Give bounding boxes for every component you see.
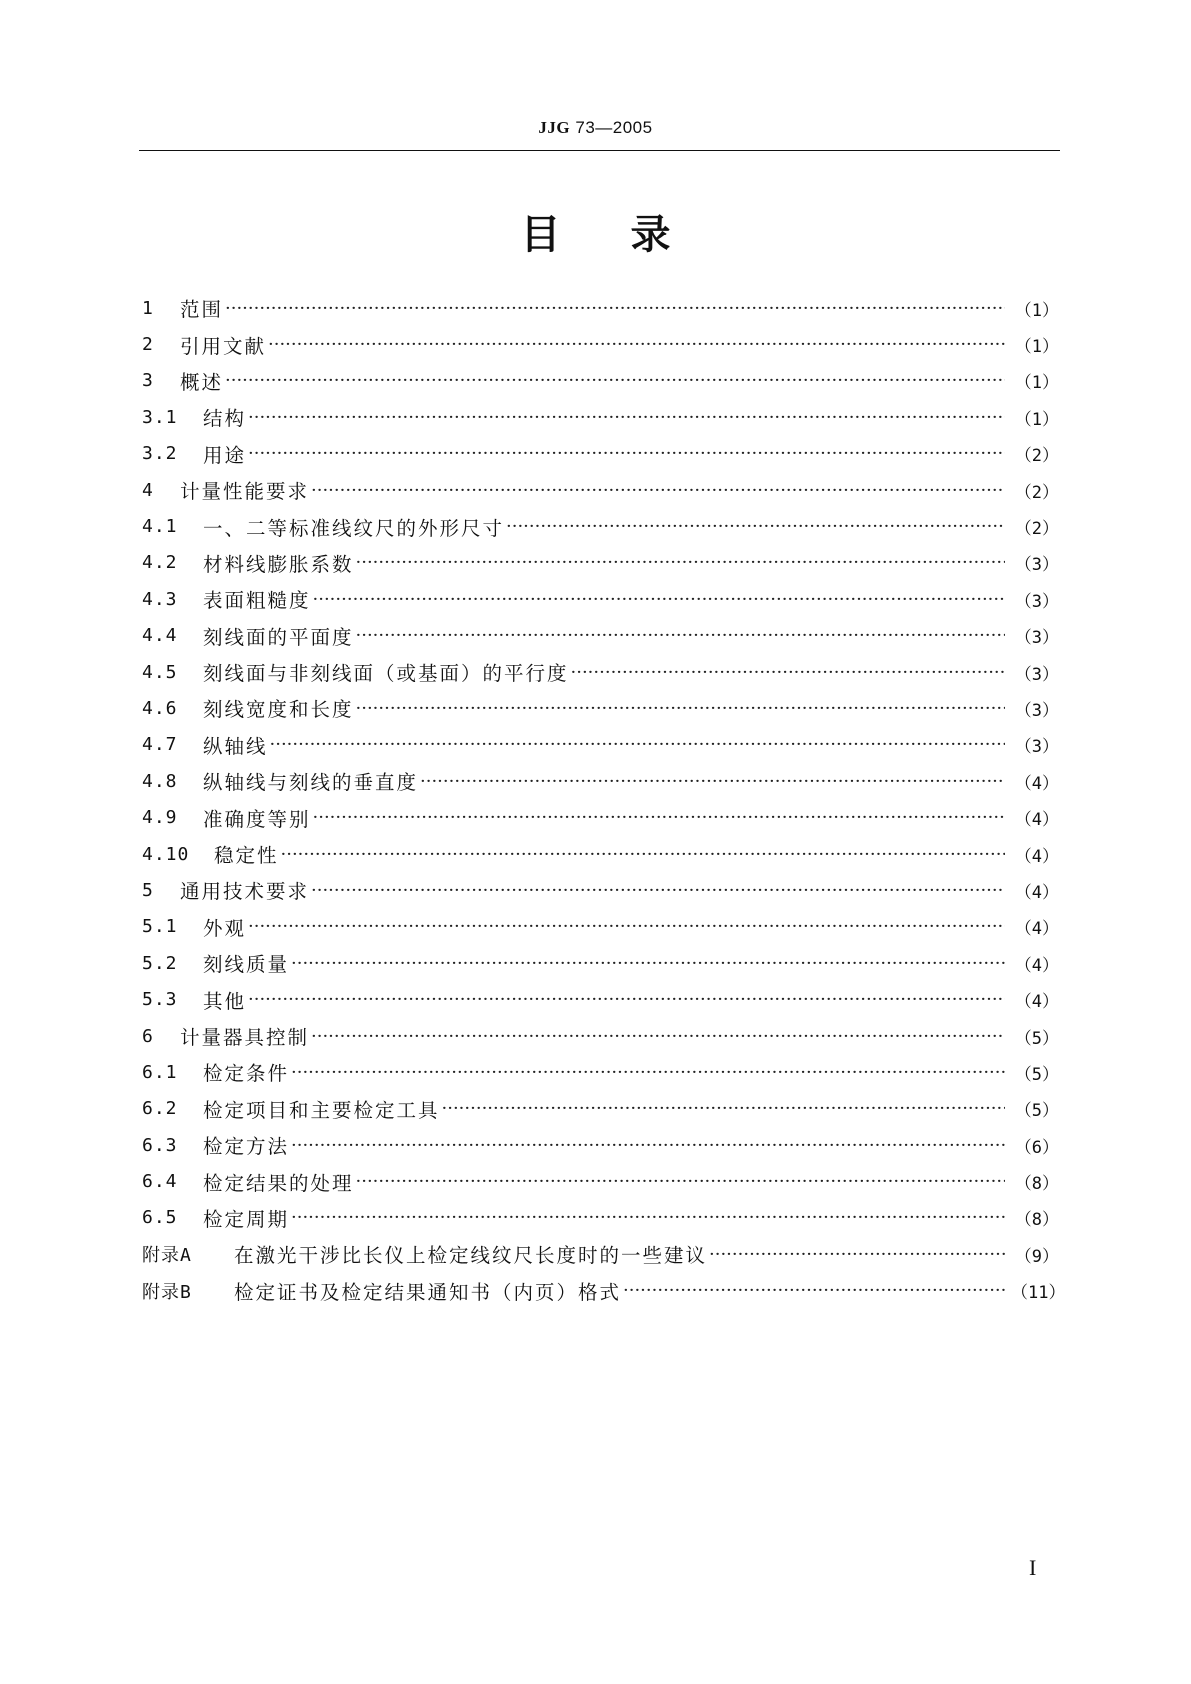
- toc-entry-page: （2）: [1014, 519, 1059, 540]
- toc-leader-dots: [623, 1280, 1005, 1301]
- toc-entry-page: （3）: [1014, 737, 1059, 758]
- toc-entry[interactable]: [142, 1236, 1059, 1272]
- toc-leader-dots: [420, 771, 1005, 792]
- toc-entry-label: 计量性能要求: [180, 480, 310, 504]
- toc-leader-dots: [356, 698, 1005, 719]
- toc-entry-page: （9）: [1014, 1246, 1059, 1267]
- toc-leader-dots: [313, 807, 1005, 828]
- toc-leader-dots: [248, 916, 1005, 937]
- toc-entry[interactable]: [142, 1200, 1059, 1236]
- toc-entry[interactable]: [142, 290, 1059, 326]
- toc-entry-page: （3）: [1014, 591, 1059, 612]
- toc-entry-label: 检定证书及检定结果通知书（内页）格式: [234, 1280, 622, 1304]
- toc-entry-label: 引用文献: [180, 334, 267, 358]
- toc-entry-page: （3）: [1014, 628, 1059, 649]
- toc-entry-page: （11）: [1011, 1283, 1066, 1304]
- toc-entry-page: （2）: [1014, 482, 1059, 503]
- toc-entry-page: （5）: [1014, 1064, 1059, 1085]
- toc-entry-page: （3）: [1014, 555, 1059, 576]
- toc-leader-dots: [291, 1135, 1005, 1156]
- toc-entry-number: 4.3: [142, 588, 178, 610]
- page-folio: I: [1029, 1555, 1037, 1580]
- toc-leader-dots: [709, 1244, 1005, 1265]
- toc-entry-number: 5.3: [142, 989, 178, 1011]
- toc-leader-dots: [311, 880, 1005, 901]
- toc-entry-number: 4: [142, 479, 154, 501]
- toc-entry[interactable]: [142, 872, 1059, 908]
- toc-entry-label: 范围: [180, 298, 224, 322]
- toc-entry-label: 检定结果的处理: [203, 1171, 354, 1195]
- toc-entry-page: （4）: [1014, 919, 1059, 940]
- toc-entry-number: 3.2: [142, 443, 178, 465]
- toc-leader-dots: [225, 370, 1005, 391]
- toc-entry[interactable]: [142, 1018, 1059, 1054]
- toc-entry-page: （3）: [1014, 700, 1059, 721]
- toc-leader-dots: [268, 334, 1005, 355]
- toc-entry[interactable]: [142, 654, 1059, 690]
- toc-leader-dots: [291, 1062, 1005, 1083]
- toc-entry[interactable]: [142, 508, 1059, 544]
- toc-leader-dots: [356, 625, 1005, 646]
- toc-entry-number: 1: [142, 297, 154, 319]
- toc-entry-page: （4）: [1014, 810, 1059, 831]
- toc-entry[interactable]: [142, 799, 1059, 835]
- toc-entry-page: （1）: [1014, 300, 1059, 321]
- toc-entry-page: （3）: [1014, 664, 1059, 685]
- toc-entry-label: 检定项目和主要检定工具: [203, 1098, 440, 1122]
- toc-entry-label: 材料线膨胀系数: [203, 552, 354, 576]
- toc-entry-number: 6.1: [142, 1061, 178, 1083]
- toc-leader-dots: [281, 844, 1005, 865]
- toc-entry-number: 4.7: [142, 734, 178, 756]
- toc-entry-label: 刻线面的平面度: [203, 625, 354, 649]
- toc-entry-number: 6: [142, 1025, 154, 1047]
- header-rule: [139, 150, 1060, 151]
- toc-entry-number: 4.5: [142, 661, 178, 683]
- toc-entry[interactable]: [142, 363, 1059, 399]
- toc-entry-number: 2: [142, 334, 154, 356]
- toc-entry-page: （4）: [1014, 846, 1059, 867]
- toc-entry-label: 在激光干涉比长仪上检定线纹尺长度时的一些建议: [234, 1244, 708, 1268]
- toc-leader-dots: [356, 552, 1005, 573]
- toc-entry-page: （4）: [1014, 882, 1059, 903]
- toc-entry[interactable]: [142, 836, 1059, 872]
- toc-entry[interactable]: [142, 1091, 1059, 1127]
- toc-entry-label: 外观: [203, 916, 247, 940]
- toc-entry[interactable]: [142, 909, 1059, 945]
- toc-entry-page: （4）: [1014, 955, 1059, 976]
- toc-leader-dots: [356, 1171, 1005, 1192]
- toc-entry-number: 3: [142, 370, 154, 392]
- toc-leader-dots: [313, 589, 1005, 610]
- toc-entry-page: （6）: [1014, 1137, 1059, 1158]
- toc-entry-label: 计量器具控制: [180, 1026, 310, 1049]
- standard-code: JJG: [538, 118, 571, 137]
- toc-entry-label: 检定周期: [203, 1207, 290, 1231]
- toc-entry-number: 附录A: [142, 1245, 192, 1267]
- toc-leader-dots: [506, 516, 1005, 537]
- toc-entry-label: 用途: [203, 443, 247, 467]
- toc-entry-label: 纵轴线: [203, 734, 268, 758]
- toc-entry-number: 6.2: [142, 1098, 178, 1120]
- toc-entry[interactable]: [142, 690, 1059, 726]
- toc-entry[interactable]: [142, 763, 1059, 799]
- toc-entry-page: （5）: [1014, 1028, 1059, 1049]
- standard-number: 73—2005: [575, 118, 653, 137]
- page-title: 目录: [520, 212, 741, 258]
- toc-entry-number: 5.1: [142, 916, 178, 938]
- toc-entry-number: 4.10: [142, 843, 190, 865]
- toc-entry[interactable]: [142, 326, 1059, 362]
- toc-entry[interactable]: [142, 981, 1059, 1017]
- toc-entry-page: （1）: [1014, 373, 1059, 394]
- toc-entry[interactable]: [142, 618, 1059, 654]
- toc-entry[interactable]: [142, 436, 1059, 472]
- toc-entry-label: 概述: [180, 370, 224, 394]
- toc-entry-page: （8）: [1014, 1174, 1059, 1195]
- toc-leader-dots: [291, 1207, 1005, 1228]
- toc-entry-number: 附录B: [142, 1281, 192, 1303]
- toc-entry[interactable]: [142, 472, 1059, 508]
- toc-leader-dots: [248, 407, 1005, 428]
- toc-leader-dots: [311, 480, 1005, 501]
- toc-entry-label: 表面粗糙度: [203, 589, 311, 613]
- toc-entry-number: 5: [142, 879, 154, 901]
- toc-entry-label: 其他: [203, 989, 247, 1013]
- running-header: [0, 118, 1191, 138]
- toc-entry-number: 4.9: [142, 807, 178, 829]
- toc-entry-number: 6.4: [142, 1171, 178, 1193]
- toc-entry[interactable]: [142, 945, 1059, 981]
- toc-entry-number: 4.8: [142, 770, 178, 792]
- toc-entry-page: （1）: [1014, 337, 1059, 358]
- toc-leader-dots: [291, 953, 1005, 974]
- toc-entry[interactable]: [142, 1127, 1059, 1163]
- toc-entry-label: 纵轴线与刻线的垂直度: [203, 771, 419, 795]
- toc-leader-dots: [442, 1098, 1005, 1119]
- toc-entry-number: 4.4: [142, 625, 178, 647]
- table-of-contents: [142, 290, 1066, 1309]
- toc-entry-page: （5）: [1014, 1101, 1059, 1122]
- toc-entry-number: 4.1: [142, 516, 178, 538]
- toc-entry-page: （2）: [1014, 446, 1059, 467]
- toc-entry-label: 结构: [203, 407, 247, 431]
- toc-entry-page: （8）: [1014, 1210, 1059, 1231]
- toc-entry-label: 检定条件: [203, 1062, 290, 1086]
- toc-entry-page: （4）: [1014, 773, 1059, 794]
- toc-entry-label: 刻线面与非刻线面（或基面）的平行度: [203, 662, 569, 686]
- toc-entry-label: 刻线质量: [203, 953, 290, 977]
- toc-entry-number: 4.2: [142, 552, 178, 574]
- toc-leader-dots: [248, 989, 1005, 1010]
- toc-entry-label: 检定方法: [203, 1135, 290, 1159]
- toc-entry-number: 6.3: [142, 1134, 178, 1156]
- toc-leader-dots: [270, 734, 1005, 755]
- toc-entry-number: 4.6: [142, 697, 178, 719]
- toc-entry-page: （4）: [1014, 992, 1059, 1013]
- toc-leader-dots: [248, 443, 1005, 464]
- toc-leader-dots: [571, 662, 1005, 683]
- toc-leader-dots: [311, 1026, 1005, 1047]
- toc-entry[interactable]: [142, 399, 1059, 435]
- toc-entry[interactable]: [142, 1273, 1066, 1309]
- toc-entry-number: 3.1: [142, 406, 178, 428]
- toc-entry-label: 通用技术要求: [180, 880, 310, 904]
- toc-entry[interactable]: [142, 545, 1059, 581]
- toc-entry-label: 一、二等标准线纹尺的外形尺寸: [203, 516, 505, 540]
- toc-entry-number: 6.5: [142, 1207, 178, 1229]
- toc-entry-number: 5.2: [142, 952, 178, 974]
- toc-entry[interactable]: [142, 1054, 1059, 1090]
- toc-entry[interactable]: [142, 1163, 1059, 1199]
- toc-entry-label: 准确度等别: [203, 807, 311, 831]
- toc-entry-label: 稳定性: [214, 844, 279, 868]
- toc-entry-label: 刻线宽度和长度: [203, 698, 354, 722]
- toc-entry[interactable]: [142, 727, 1059, 763]
- toc-entry[interactable]: [142, 581, 1059, 617]
- toc-leader-dots: [225, 298, 1005, 319]
- toc-entry-page: （1）: [1014, 409, 1059, 430]
